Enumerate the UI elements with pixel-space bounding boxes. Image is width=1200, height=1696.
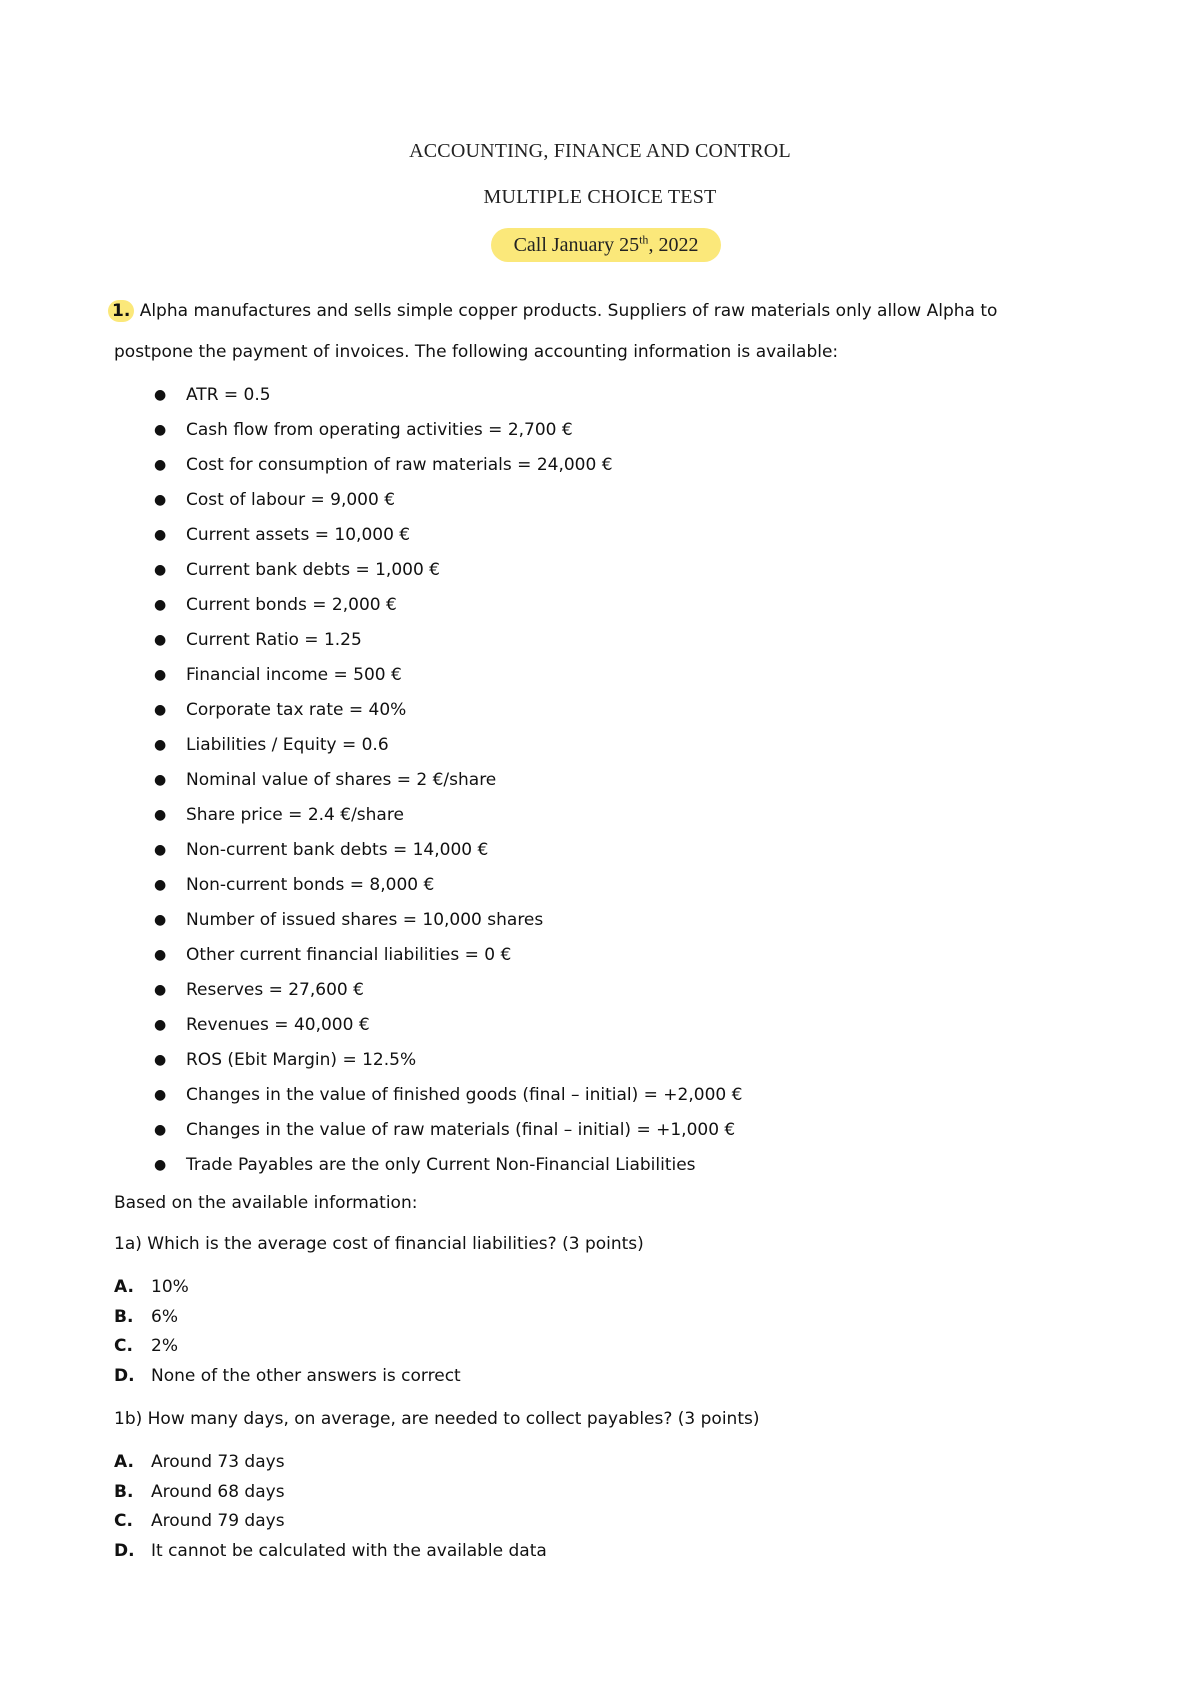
list-item (0, 489, 742, 524)
fact-text: Current Ratio = 1.25 (186, 630, 362, 650)
question-1-number: 1. (108, 300, 134, 322)
answer-option[interactable] (114, 1306, 461, 1336)
bullet-icon: ● (154, 562, 167, 578)
option-text: It cannot be calculated with the available data (151, 1540, 547, 1561)
fact-text: Cost for consumption of raw materials = 24,000 € (186, 455, 613, 475)
accounting-facts-list (0, 384, 742, 1189)
bullet-icon: ● (154, 1157, 167, 1173)
answer-option[interactable] (114, 1276, 461, 1306)
option-text: None of the other answers is correct (151, 1365, 461, 1386)
list-item (0, 944, 742, 979)
bullet-icon: ● (154, 807, 167, 823)
option-letter: B. (114, 1481, 134, 1502)
question-1b: 1b) How many days, on average, are needed to collect payables? (3 points) (114, 1409, 760, 1429)
fact-text: Current bank debts = 1,000 € (186, 560, 440, 580)
list-item (0, 1014, 742, 1049)
fact-text: Reserves = 27,600 € (186, 980, 364, 1000)
fact-text: Trade Payables are the only Current Non-Financial Liabilities (186, 1155, 696, 1175)
based-on-text: Based on the available information: (114, 1193, 418, 1213)
list-item (0, 664, 742, 699)
list-item (0, 419, 742, 454)
fact-text: Cost of labour = 9,000 € (186, 490, 396, 510)
fact-text: Financial income = 500 € (186, 665, 402, 685)
bullet-icon: ● (154, 1052, 167, 1068)
bullet-icon: ● (154, 387, 167, 403)
option-letter: D. (114, 1540, 135, 1561)
bullet-icon: ● (154, 842, 167, 858)
question-1b-options (114, 1451, 547, 1569)
bullet-icon: ● (154, 702, 167, 718)
list-item (0, 1049, 742, 1084)
fact-text: Cash flow from operating activities = 2,700 € (186, 420, 573, 440)
fact-text: Liabilities / Equity = 0.6 (186, 735, 389, 755)
option-text: Around 68 days (151, 1481, 285, 1502)
fact-text: Corporate tax rate = 40% (186, 700, 407, 720)
option-letter: C. (114, 1511, 133, 1531)
bullet-icon: ● (154, 527, 167, 543)
list-item (0, 594, 742, 629)
list-item (0, 454, 742, 489)
bullet-icon: ● (154, 737, 167, 753)
list-item (0, 699, 742, 734)
list-item (0, 874, 742, 909)
list-item (0, 1084, 742, 1119)
question-1-intro-line-1 (112, 300, 1112, 322)
option-letter: A. (114, 1452, 134, 1472)
fact-text: Nominal value of shares = 2 €/share (186, 770, 497, 790)
answer-option[interactable] (114, 1540, 547, 1570)
option-text: 2% (151, 1336, 178, 1356)
fact-text: Current assets = 10,000 € (186, 525, 411, 545)
bullet-icon: ● (154, 982, 167, 998)
bullet-icon: ● (154, 877, 167, 893)
list-item (0, 559, 742, 594)
fact-text: ROS (Ebit Margin) = 12.5% (186, 1050, 417, 1070)
option-text: 10% (151, 1277, 189, 1297)
fact-text: Share price = 2.4 €/share (186, 805, 404, 825)
option-letter: B. (114, 1306, 134, 1327)
exam-date-highlight (491, 228, 721, 262)
exam-date-prefix: Call January 25 (513, 234, 640, 256)
option-text: Around 79 days (151, 1511, 285, 1531)
option-text: 6% (151, 1306, 178, 1327)
list-item (0, 909, 742, 944)
list-item (0, 629, 742, 664)
question-1-intro-line-2: postpone the payment of invoices. The following accounting information is available: (114, 342, 839, 362)
bullet-icon: ● (154, 1017, 167, 1033)
answer-option[interactable] (114, 1481, 547, 1511)
question-1a: 1a) Which is the average cost of financial liabilities? (3 points) (114, 1234, 644, 1254)
list-item (0, 1119, 742, 1154)
option-letter: C. (114, 1336, 133, 1356)
list-item (0, 769, 742, 804)
bullet-icon: ● (154, 1122, 167, 1138)
question-1a-options (114, 1276, 461, 1394)
bullet-icon: ● (154, 667, 167, 683)
bullet-icon: ● (154, 947, 167, 963)
answer-option[interactable] (114, 1510, 547, 1540)
fact-text: Non-current bonds = 8,000 € (186, 875, 435, 895)
fact-text: ATR = 0.5 (186, 385, 271, 405)
bullet-icon: ● (154, 597, 167, 613)
fact-text: Non-current bank debts = 14,000 € (186, 840, 489, 860)
list-item (0, 979, 742, 1014)
fact-text: Current bonds = 2,000 € (186, 595, 397, 615)
bullet-icon: ● (154, 492, 167, 508)
option-text: Around 73 days (151, 1452, 285, 1472)
fact-text: Other current financial liabilities = 0 € (186, 945, 512, 965)
bullet-icon: ● (154, 457, 167, 473)
bullet-icon: ● (154, 772, 167, 788)
answer-option[interactable] (114, 1365, 461, 1395)
list-item (0, 384, 742, 419)
answer-option[interactable] (114, 1451, 547, 1481)
bullet-icon: ● (154, 632, 167, 648)
document-subtitle: MULTIPLE CHOICE TEST (483, 186, 717, 208)
list-item (0, 524, 742, 559)
question-1-intro-text: Alpha manufactures and sells simple copper products. Suppliers of raw materials only allow Alpha to (134, 301, 998, 321)
option-letter: A. (114, 1277, 134, 1297)
document-title: ACCOUNTING, FINANCE AND CONTROL (409, 140, 791, 162)
option-letter: D. (114, 1365, 135, 1386)
list-item (0, 734, 742, 769)
bullet-icon: ● (154, 1087, 167, 1103)
fact-text: Changes in the value of raw materials (final – initial) = +1,000 € (186, 1120, 736, 1140)
bullet-icon: ● (154, 912, 167, 928)
list-item (0, 839, 742, 874)
exam-date-suffix: , 2022 (648, 234, 699, 256)
list-item (0, 1154, 742, 1189)
fact-text: Changes in the value of finished goods (final – initial) = +2,000 € (186, 1085, 743, 1105)
fact-text: Revenues = 40,000 € (186, 1015, 370, 1035)
fact-text: Number of issued shares = 10,000 shares (186, 910, 544, 930)
bullet-icon: ● (154, 422, 167, 438)
exam-date-superscript: th (639, 232, 649, 247)
answer-option[interactable] (114, 1335, 461, 1365)
list-item (0, 804, 742, 839)
